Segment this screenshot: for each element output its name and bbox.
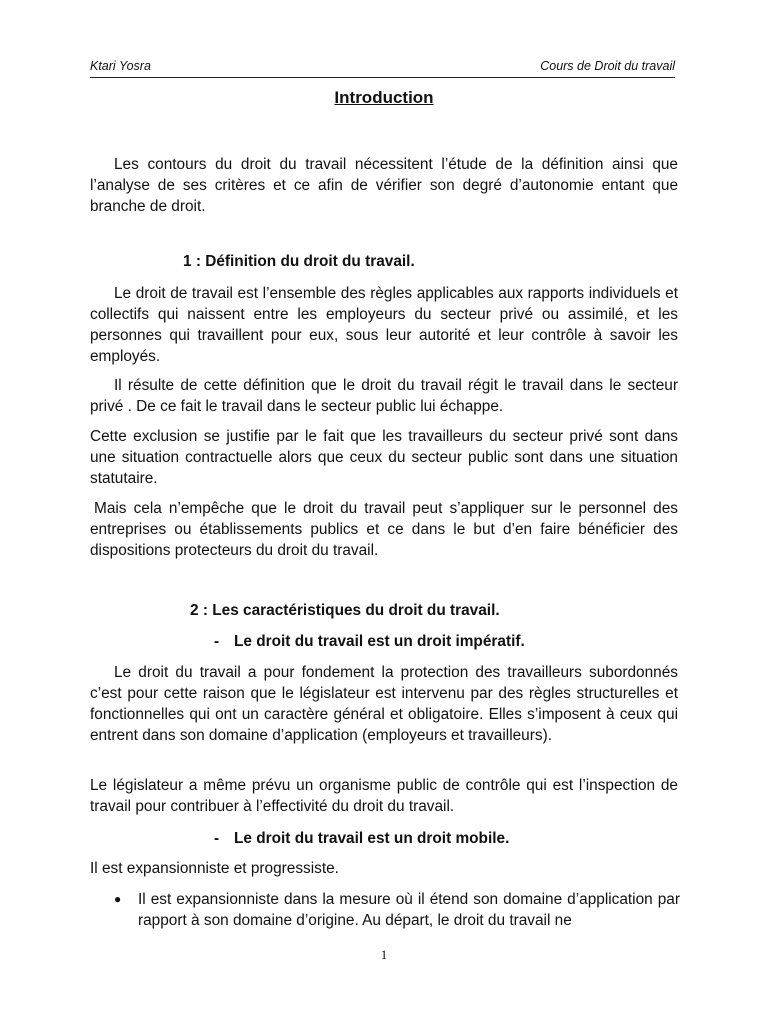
subsection-1-dash: - xyxy=(214,633,220,650)
subsection-1-paragraph-1: Le droit du travail a pour fondement la protection des travailleurs subordonnés c’est pour cette raison que le législateur est intervenu par des règles structurelles et fonctionnelles qui ont un caractère général et obligatoire. Elles s’imposent à ceux qui entrent dans son domaine d’application (employeurs et travailleurs). xyxy=(90,664,678,744)
subsection-1-heading-text: Le droit du travail est un droit impératif. xyxy=(234,633,525,650)
section-1-paragraph-3: Cette exclusion se justifie par le fait que les travailleurs du secteur privé sont dans une situation contractuelle alors que ceux du secteur public sont dans une situation statutaire. xyxy=(90,428,678,487)
intro-paragraph: Les contours du droit du travail nécessitent l’étude de la définition ainsi que l’analyse de ses critères et ce afin de vérifier son degré d’autonomie entant que branche de droit. xyxy=(90,156,678,215)
subsection-2-dash: - xyxy=(214,830,220,847)
title-text: Introduction xyxy=(334,88,434,107)
page-number: 1 xyxy=(380,947,388,962)
header-author: Ktari Yosra xyxy=(90,59,151,73)
page-title xyxy=(0,88,768,108)
subsection-1-paragraph-2: Le législateur a même prévu un organisme public de contrôle qui est l’inspection de travail pour contribuer à l’effectivité du droit du travail. xyxy=(90,777,678,815)
section-1-paragraph-2: Il résulte de cette définition que le droit du travail régit le travail dans le secteur privé . De ce fait le travail dans le secteur public lui échappe. xyxy=(90,377,678,415)
section-1-paragraph-1: Le droit de travail est l’ensemble des règles applicables aux rapports individuels et collectifs qui naissent entre les employeurs du secteur privé ou assimilé, et les personnes qui travaillent pour eux, sous leur autorité et leur contrôle à savoir les employés. xyxy=(90,285,678,365)
subsection-2-heading xyxy=(214,829,509,849)
page-header xyxy=(90,59,675,78)
subsection-2-heading-text: Le droit du travail est un droit mobile. xyxy=(234,830,510,847)
bullet-icon: ● xyxy=(114,892,122,906)
bullet-item xyxy=(114,889,680,931)
subsection-2-paragraph-1: Il est expansionniste et progressiste. xyxy=(90,860,339,877)
section-1-paragraph-4: Mais cela n’empêche que le droit du travail peut s’appliquer sur le personnel des entreprises ou établissements publics et ce dans le but d’en faire bénéficier des dispositions protecteurs du droit du travail. xyxy=(90,500,678,559)
section-1-heading: 1 : Définition du droit du travail. xyxy=(183,253,415,270)
header-course: Cours de Droit du travail xyxy=(540,59,675,73)
section-2-heading: 2 : Les caractéristiques du droit du travail. xyxy=(190,602,500,619)
subsection-1-heading xyxy=(214,632,525,652)
bullet-text: Il est expansionniste dans la mesure où il étend son domaine d’application par rapport à son domaine d’origine. Au départ, le droit du travail ne xyxy=(138,891,680,929)
